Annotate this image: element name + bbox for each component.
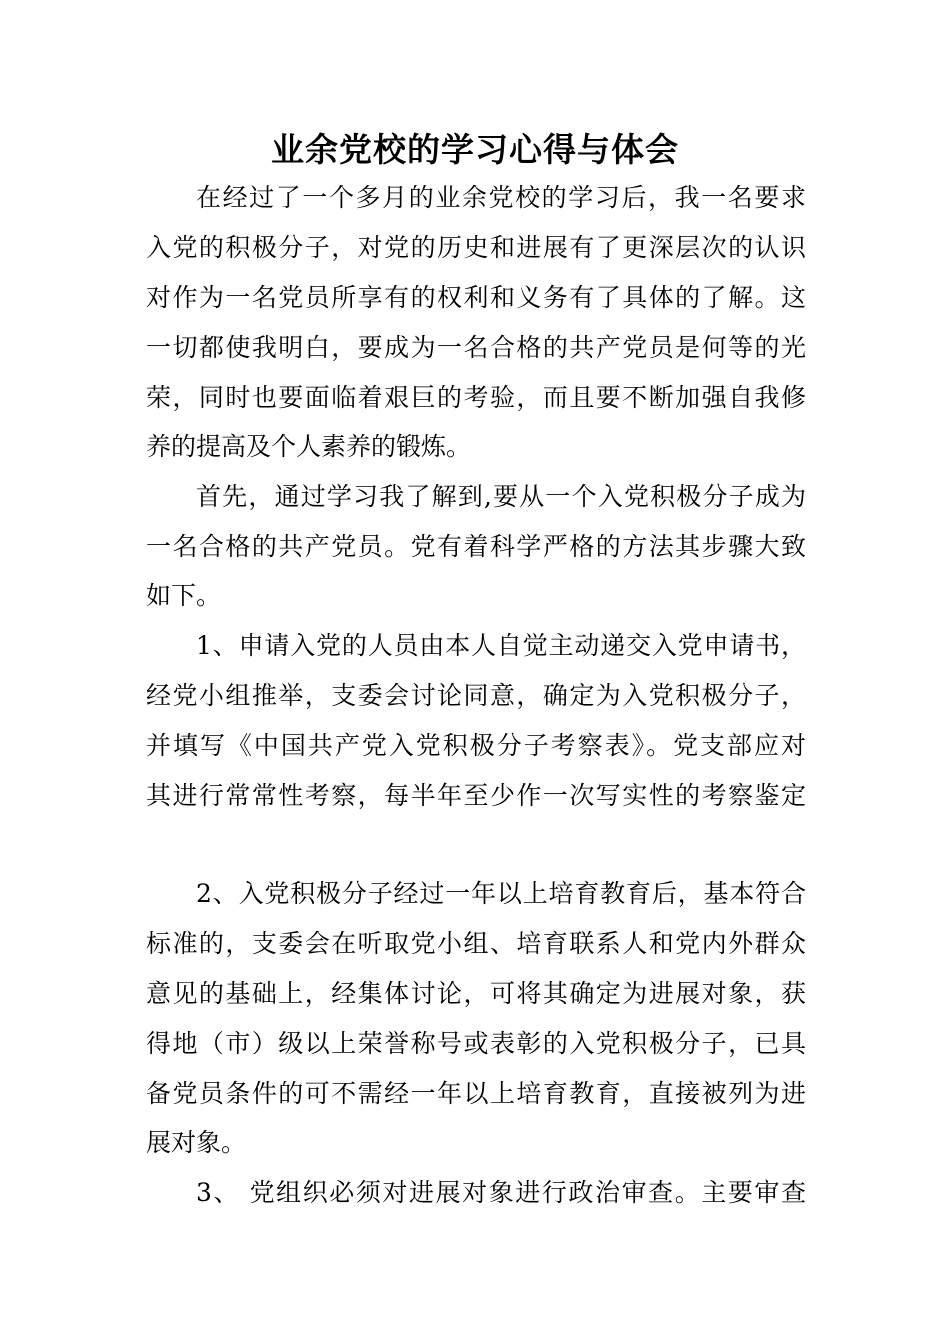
paragraph-line: 如下。 <box>146 581 222 610</box>
paragraph-line: 荣，同时也要面临着艰巨的考验，而且要不断加强自我修 <box>146 383 806 412</box>
paragraph-line: 展对象。 <box>146 1128 247 1157</box>
document-title: 业余党校的学习心得与体会 <box>271 130 679 169</box>
paragraph-line: 并填写《中国共产党入党积极分子考察表》。党支部应对 <box>146 731 806 760</box>
paragraph-line: 养的提高及个人素养的锻炼。 <box>146 432 472 461</box>
paragraph-line: 3、 党组织必须对进展对象进行政治审查。主要审查 <box>196 1178 806 1207</box>
paragraph-line: 一切都使我明白，要成为一名合格的共产党员是何等的光 <box>146 333 806 362</box>
paragraph-line: 2、入党积极分子经过一年以上培育教育后，基本符合 <box>196 879 806 908</box>
paragraph-line: 经党小组推举，支委会讨论同意，确定为入党积极分子， <box>146 681 806 710</box>
paragraph-line: 备党员条件的可不需经一年以上培育教育，直接被列为进 <box>146 1079 806 1108</box>
paragraph-line: 得地（市）级以上荣誉称号或表彰的入党积极分子，已具 <box>146 1029 806 1058</box>
paragraph-line: 一名合格的共产党员。党有着科学严格的方法其步骤大致 <box>146 532 806 561</box>
paragraph-line: 对作为一名党员所享有的权利和义务有了具体的了解。这 <box>146 283 806 312</box>
paragraph-line: 在经过了一个多月的业余党校的学习后，我一名要求 <box>196 183 806 212</box>
paragraph-line: 1、申请入党的人员由本人自觉主动递交入党申请书， <box>196 631 806 660</box>
paragraph-line: 标准的，支委会在听取党小组、培育联系人和党内外群众 <box>146 929 806 958</box>
paragraph-line: 首先，通过学习我了解到,要从一个入党积极分子成为 <box>196 482 806 511</box>
paragraph-line: 入党的积极分子，对党的历史和进展有了更深层次的认识 <box>146 233 806 262</box>
paragraph-line: 其进行常常性考察，每半年至少作一次写实性的考察鉴定 <box>146 781 806 810</box>
paragraph-line: 意见的基础上，经集体讨论，可将其确定为进展对象，获 <box>146 979 806 1008</box>
